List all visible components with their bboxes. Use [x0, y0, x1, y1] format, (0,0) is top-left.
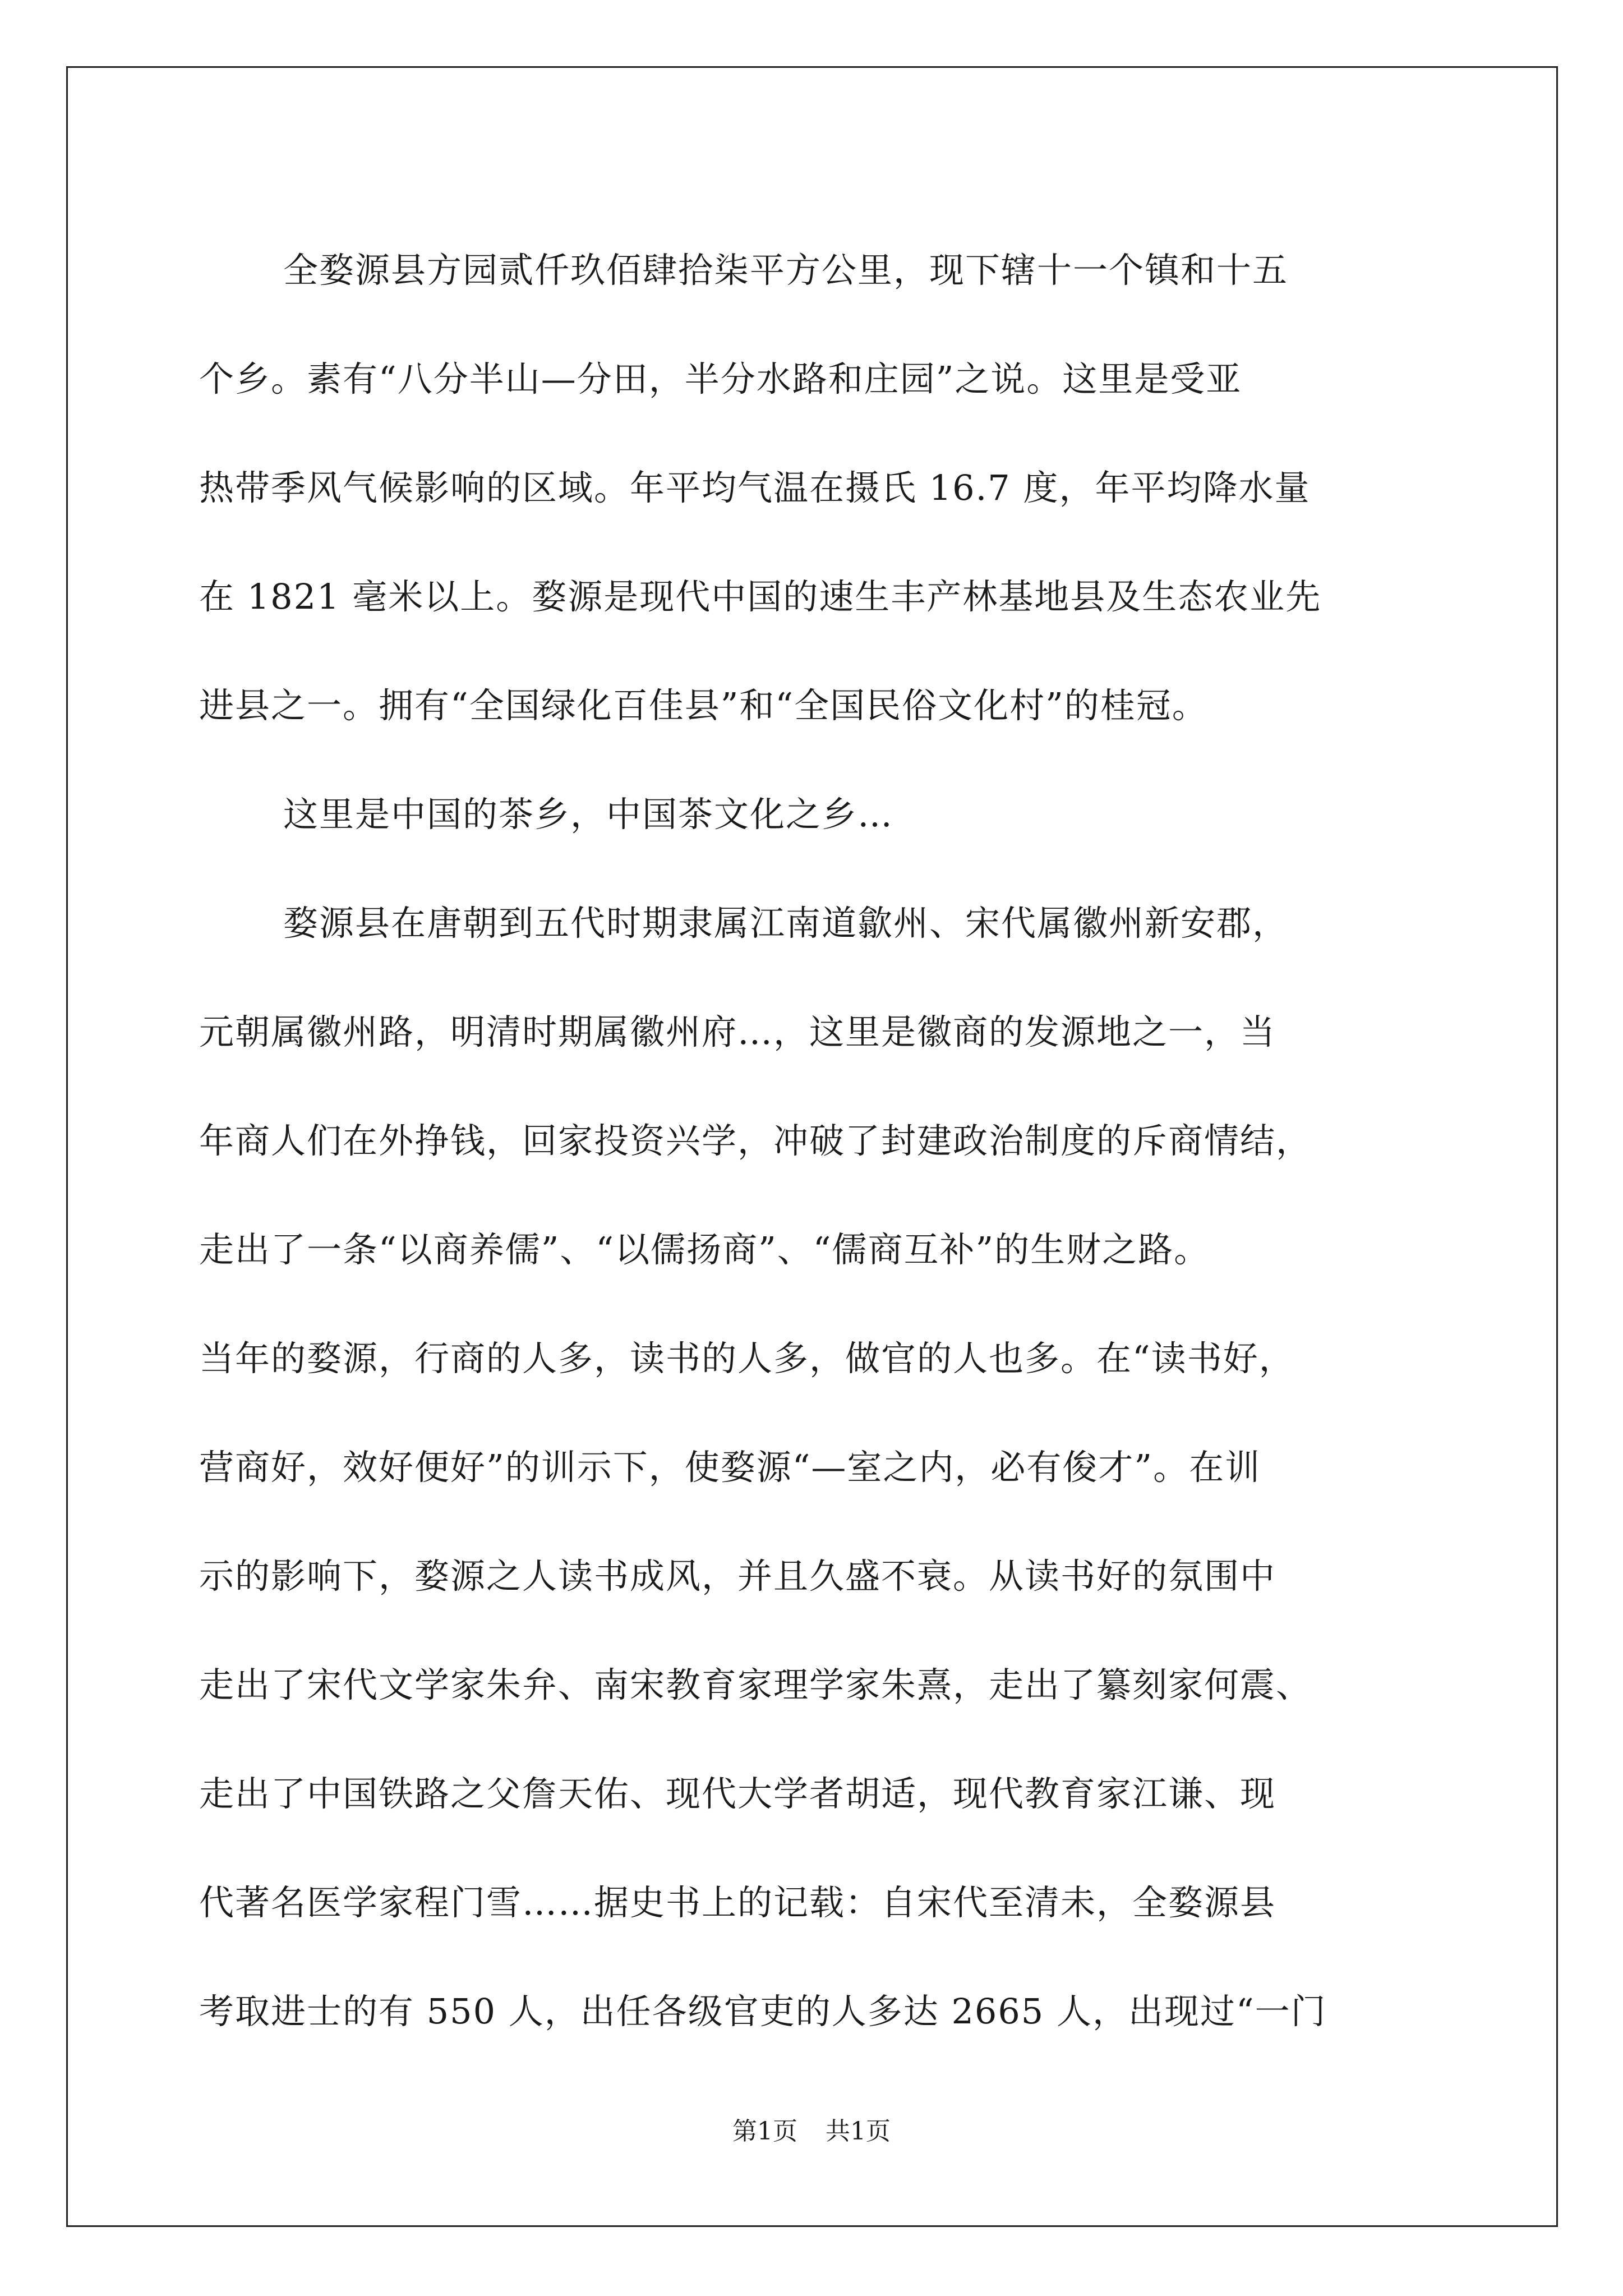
text-line: 考取进士的有 550 人，出任各级官吏的人多达 2665 人，出现过“一门: [199, 1991, 1327, 2032]
document-body: [199, 216, 1433, 2066]
text-line: 营商好，效好便好”的训示下，使婺源“—室之内，必有俊才”。在训: [199, 1447, 1261, 1488]
text-line: 这里是中国的茶乡，中国茶文化之乡…: [283, 794, 894, 835]
text-line: 当年的婺源，行商的人多，读书的人多，做官的人也多。在“读书好，: [199, 1338, 1295, 1379]
text-line: 元朝属徽州路，明清时期属徽州府…，这里是徽商的发源地之一，当: [199, 1011, 1276, 1052]
text-line: 走出了宋代文学家朱弁、南宋教育家理学家朱熹，走出了纂刻家何震、: [199, 1664, 1312, 1705]
page-footer: [0, 2115, 1623, 2148]
page-number: 第1页: [732, 2117, 797, 2146]
text-line: 走出了一条“以商养儒”、“以儒扬商”、“儒商互补”的生财之路。: [199, 1229, 1210, 1270]
text-line: 示的影响下，婺源之人读书成风，并且久盛不衰。从读书好的氛围中: [199, 1556, 1276, 1596]
text-line: 个乡。素有“八分半山—分田，半分水路和庄园”之说。这里是受亚: [199, 358, 1242, 399]
text-line: 年商人们在外挣钱，回家投资兴学，冲破了封建政治制度的斥商情结，: [199, 1120, 1312, 1161]
text-line: 婺源县在唐朝到五代时期隶属江南道歙州、宋代属徽州新安郡，: [283, 903, 1289, 944]
text-line: 代著名医学家程门雪……据史书上的记载：自宋代至清未，全婺源县: [199, 1882, 1276, 1923]
text-line: 全婺源县方园贰仟玖佰肆拾柒平方公里，现下辖十一个镇和十五: [283, 250, 1289, 291]
text-line: 进县之一。拥有“全国绿化百佳县”和“全国民俗文化村”的桂冠。: [199, 685, 1208, 726]
text-line: 在 1821 毫米以上。婺源是现代中国的速生丰产林基地县及生态农业先: [199, 576, 1322, 617]
text-line: 走出了中国铁路之父詹天佑、现代大学者胡适，现代教育家江谦、现: [199, 1773, 1276, 1814]
page-total: 共1页: [826, 2117, 891, 2146]
text-line: 热带季风气候影响的区域。年平均气温在摄氏 16.7 度，年平均降水量: [199, 467, 1311, 508]
